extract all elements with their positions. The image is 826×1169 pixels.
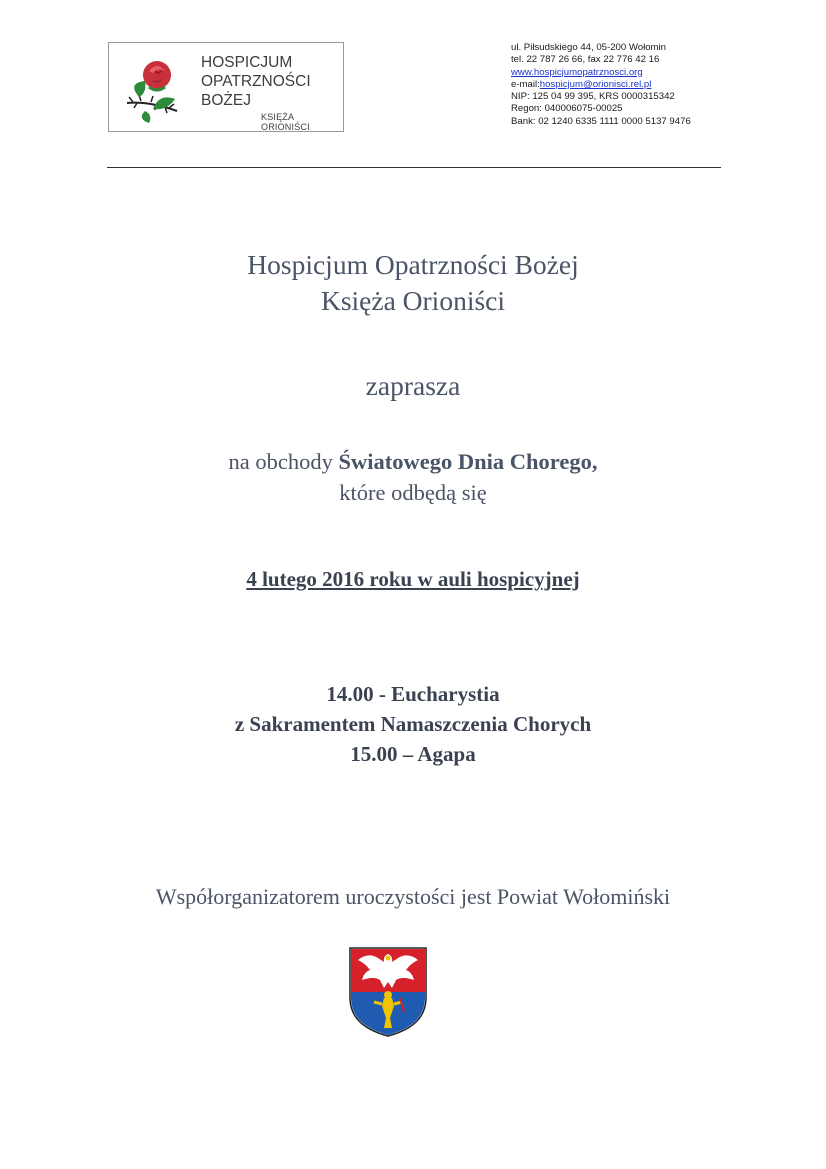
logo-subtitle: KSIĘŻA ORIONIŚCI xyxy=(261,112,310,132)
hospice-logo xyxy=(108,42,344,132)
contact-block xyxy=(511,42,691,128)
rose-icon xyxy=(119,53,185,125)
invites-heading: zaprasza xyxy=(365,370,461,401)
date-location-text: 4 lutego 2016 roku w auli hospicyjnej xyxy=(246,567,580,591)
contact-regon: Regon: 040006075-00025 xyxy=(511,103,623,115)
contact-bank: Bank: 02 1240 6335 1111 0000 5137 9476 xyxy=(511,115,691,127)
logo-line-1: HOSPICJUM xyxy=(201,54,293,71)
event-name: Światowego Dnia Chorego, xyxy=(338,449,598,474)
coat-of-arms-icon xyxy=(348,946,428,1038)
organization-name xyxy=(0,247,826,319)
org-line-2: Księża Orioniści xyxy=(320,285,506,316)
contact-nip-krs: NIP: 125 04 99 395, KRS 0000315342 xyxy=(511,91,675,103)
event-description xyxy=(0,446,826,508)
schedule-item: 15.00 – Agapa xyxy=(350,742,476,766)
event-suffix: które odbędą się xyxy=(339,480,487,505)
header-divider xyxy=(107,167,721,168)
schedule-item: z Sakramentem Namaszczenia Chorych xyxy=(234,712,592,736)
email-link[interactable]: hospicjum@orionisci.rel.pl xyxy=(539,78,652,90)
email-label: e-mail: xyxy=(511,78,540,90)
logo-line-3: BOŻEJ xyxy=(201,92,251,109)
logo-line-2: OPATRZNOŚCI xyxy=(201,73,311,90)
contact-phone: tel. 22 787 26 66, fax 22 776 42 16 xyxy=(511,54,660,66)
event-prefix: na obchody xyxy=(228,449,339,474)
website-link[interactable]: www.hospicjumopatrznosci.org xyxy=(511,66,643,78)
org-line-1: Hospicjum Opatrzności Bożej xyxy=(247,249,579,280)
schedule-item: 14.00 - Eucharystia xyxy=(326,682,500,706)
schedule xyxy=(0,679,826,769)
date-location xyxy=(0,567,826,592)
contact-address: ul. Piłsudskiego 44, 05-200 Wołomin xyxy=(511,42,667,53)
coorganizer-note: Współorganizatorem uroczystości jest Powiat Wołomiński xyxy=(155,884,671,909)
